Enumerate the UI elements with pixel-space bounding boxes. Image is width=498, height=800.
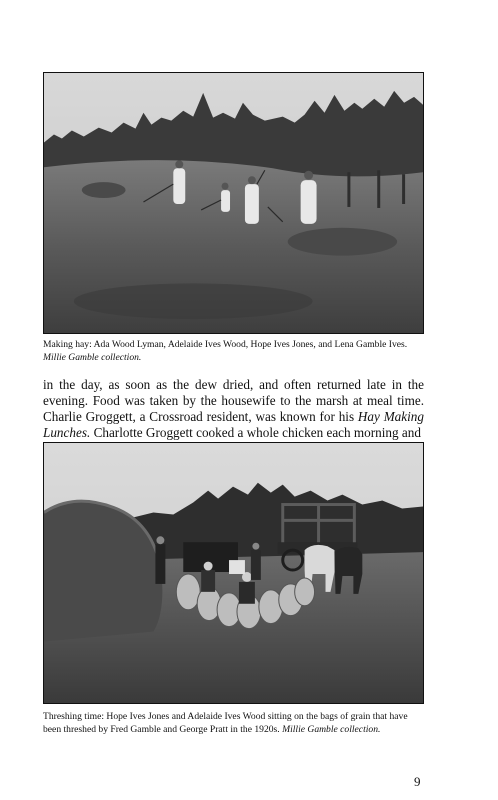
haymaking-photo (43, 72, 424, 334)
haymaking-caption-credit: Millie Gamble collection. (43, 351, 142, 363)
page-number: 9 (414, 774, 421, 789)
threshing-photo-image (44, 443, 423, 703)
threshing-caption-credit: Millie Gamble collection. (282, 723, 381, 735)
haymaking-caption-text: Making hay: Ada Wood Lyman, Adelaide Ives Wood, Hope Ives Jones, and Lena Gamble Ives. (43, 339, 408, 350)
body-text-part2: Charlotte Groggett cooked a whole chicken each morning and (90, 425, 421, 440)
threshing-caption-text: Threshing time: Hope Ives Jones and Adelaide Ives Wood sitting on the bags of grain that have been threshed by Fred Gamble and George Pratt in the 1920s. (43, 711, 408, 735)
body-paragraph (43, 377, 424, 441)
body-text-part1: in the day, as soon as the dew dried, and often returned late in the evening. Food was taken by the housewife to the marsh at meal time. Charlie Groggett, a Crossroad resident, was known for his (43, 377, 424, 424)
threshing-caption (43, 711, 424, 736)
haymaking-photo-image (44, 73, 423, 333)
haymaking-caption (43, 339, 424, 364)
body-text-emphasis: Hay Making Lunches. (43, 409, 424, 440)
threshing-photo (43, 442, 424, 704)
